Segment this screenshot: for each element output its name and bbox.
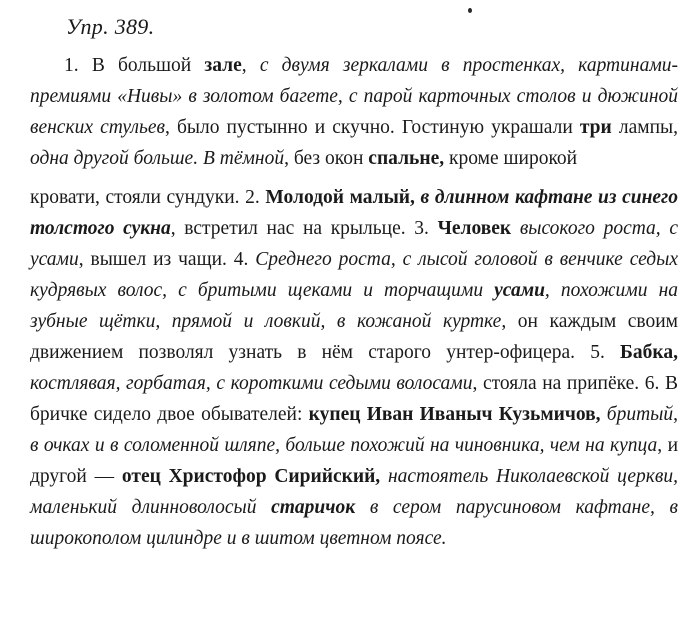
text-run: лампы, xyxy=(611,117,679,138)
text-run: , он каждым своим движением позволял узнать в нём старого унтер-офицера. 5. xyxy=(30,311,679,363)
text-run: кровати, стояли сундуки. 2. xyxy=(30,187,266,208)
text-run: , вышел из чащи. 4. xyxy=(78,249,256,270)
text-run: В большой xyxy=(91,55,205,76)
text-run: купец Иван Иваныч Кузьмичов, xyxy=(308,404,601,425)
text-run: , стояла на припёке. 6. В бричке сидело двое обывателей: xyxy=(30,373,678,425)
page-title: Упр. 389. xyxy=(66,14,155,39)
text-run: , xyxy=(241,55,260,76)
text-run: Среднего роста, с лысой головой в венчике седых кудрявых волос, с бритыми щеками и торчащими xyxy=(30,249,678,301)
text-run: три xyxy=(579,117,612,138)
text-run: высокого роста, с усами xyxy=(30,218,678,270)
text-run: в длинном кафтане из синего толстого сукна xyxy=(30,187,679,239)
text-run: , xyxy=(673,404,679,425)
text-run: отец Христофор Сирийский, xyxy=(121,466,381,487)
paragraph-2 xyxy=(30,182,678,554)
text-run: усами xyxy=(494,280,545,301)
text-run: кроме широкой xyxy=(444,148,578,169)
text-run xyxy=(355,497,370,518)
text-run: Бабка, xyxy=(620,342,678,363)
text-run xyxy=(380,466,388,487)
paragraph-1 xyxy=(30,50,678,174)
text-run: Человек xyxy=(437,218,512,239)
text-run: в очках и в соломенной шляпе, больше похожий на чиновника, чем на купца xyxy=(30,435,658,456)
ink-dot-mark xyxy=(468,8,472,13)
text-run: , похожими на зубные щётки, прямой и ловкий, в кожаной куртке xyxy=(30,280,678,332)
text-run: бритый xyxy=(606,404,674,425)
text-run: настоятель Николаевской церкви, маленький длинноволосый xyxy=(30,466,678,518)
text-run: костлявая, горбатая, с короткими седыми волосами xyxy=(30,373,473,394)
text-run: 1. xyxy=(64,55,92,76)
text-run: зале xyxy=(204,55,242,76)
text-run: старичок xyxy=(271,497,356,518)
text-run: , и другой — xyxy=(30,435,679,487)
text-run: с двумя зеркалами в простенках, картинами-премиями «Нивы» в золотом багете, с парой карточных столов и дюжиной венских стульев xyxy=(30,55,679,138)
text-run: спальне, xyxy=(368,148,445,169)
text-run xyxy=(511,218,520,239)
text-run: Молодой малый, xyxy=(265,187,415,208)
text-run: , встретил нас на крыльце. 3. xyxy=(170,218,438,239)
text-run: , без окон xyxy=(284,148,369,169)
text-run: в сером парусиновом кафтане, в широкополом цилиндре и в шитом цветном поясе. xyxy=(30,497,678,549)
text-run: одна другой больше. В тёмной xyxy=(30,148,285,169)
text-run: , было пустынно и скучно. Гостиную украшали xyxy=(164,117,580,138)
